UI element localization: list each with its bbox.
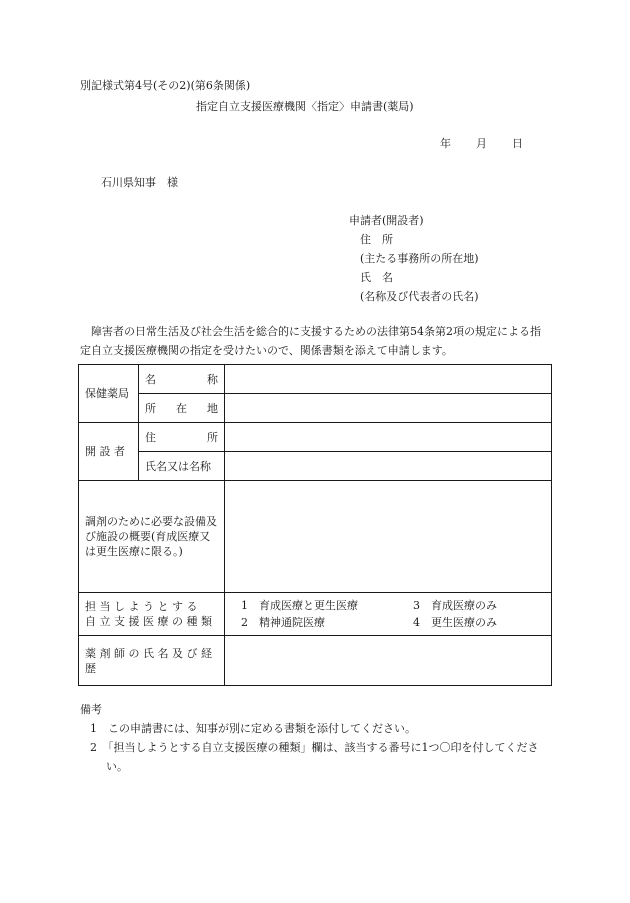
founder-name-field[interactable] bbox=[225, 452, 552, 481]
founder-address-label: 住 所 bbox=[139, 423, 225, 452]
notes-heading: 備考 bbox=[80, 703, 102, 716]
form-number: 別記様式第4号(その2)(第6条関係) bbox=[80, 79, 251, 92]
kind-option[interactable]: 3 育成医療のみ bbox=[413, 599, 497, 612]
application-table bbox=[78, 364, 552, 686]
pharmacy-location-label: 所 在 地 bbox=[139, 394, 225, 423]
pharmacist-field[interactable] bbox=[225, 636, 552, 686]
kind-option[interactable]: 1 育成医療と更生医療 bbox=[241, 599, 358, 612]
date-month-label: 月 bbox=[476, 137, 487, 150]
document-title: 指定自立支援医療機関〈指定〉申請書(薬局) bbox=[196, 100, 414, 113]
medical-kinds-label: 担 当 し よ う と す る 自 立 支 援 医 療 の 種 類 bbox=[79, 593, 225, 636]
pharmacy-location-field[interactable] bbox=[225, 394, 552, 423]
applicant-block bbox=[349, 211, 479, 306]
application-statement: 障害者の日常生活及び社会生活を総合的に支援するための法律第54条第2項の規定による指定自立支援医療機関の指定を受けたいので、関係書類を添えて申請します。 bbox=[80, 325, 541, 357]
founder-address-field[interactable] bbox=[225, 423, 552, 452]
date-day-label: 日 bbox=[512, 137, 523, 150]
applicant-name-label: 氏 名 bbox=[360, 271, 393, 284]
notes-block bbox=[80, 700, 550, 776]
founder-name-label: 氏名又は名称 bbox=[139, 452, 225, 481]
pharmacy-name-label: 名 称 bbox=[139, 365, 225, 394]
founder-label: 開 設 者 bbox=[79, 423, 139, 481]
applicant-address-note: (主たる事務所の所在地) bbox=[360, 252, 479, 265]
pharmacist-label: 薬 剤 師 の 氏 名 及 び 経 歴 bbox=[79, 636, 225, 686]
kind-option[interactable]: 2 精神通院医療 bbox=[241, 616, 325, 629]
medical-kinds-options[interactable] bbox=[225, 593, 552, 636]
applicant-heading: 申請者(開設者) bbox=[349, 214, 424, 227]
date-line bbox=[440, 137, 523, 151]
facilities-field[interactable] bbox=[225, 481, 552, 593]
addressee: 石川県知事 様 bbox=[101, 176, 178, 189]
applicant-address-label: 住 所 bbox=[360, 233, 393, 246]
note-item: 1 この申請書には、知事が別に定める書類を添付してください。 bbox=[90, 722, 416, 735]
pharmacy-label: 保健薬局 bbox=[79, 365, 139, 423]
pharmacy-name-field[interactable] bbox=[225, 365, 552, 394]
date-year-label: 年 bbox=[440, 137, 451, 150]
note-item: 2 「担当しようとする自立支援医療の種類」欄は、該当する番号に1つ〇印を付してください。 bbox=[90, 741, 539, 773]
facilities-label: 調剤のために必要な設備及び施設の概要(育成医療又は更生医療に限る。) bbox=[79, 481, 225, 593]
kind-option[interactable]: 4 更生医療のみ bbox=[413, 616, 497, 629]
applicant-name-note: (名称及び代表者の氏名) bbox=[360, 290, 479, 303]
